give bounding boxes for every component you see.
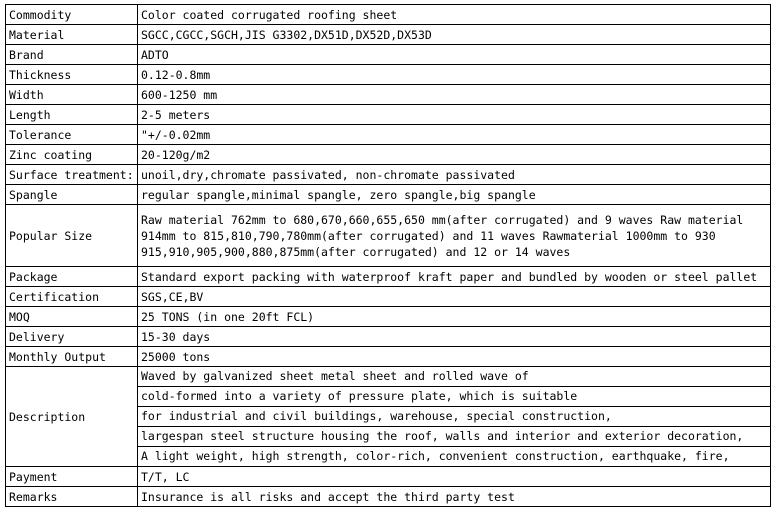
table-row — [6, 25, 771, 45]
table-row-popular-size — [6, 205, 771, 267]
table-row-description — [6, 367, 771, 467]
table-row — [6, 85, 771, 105]
row-label: Commodity — [6, 5, 138, 25]
description-line: for industrial and civil buildings, warehouse, special construction, — [138, 407, 770, 427]
row-value: SGCC,CGCC,SGCH,JIS G3302,DX51D,DX52D,DX53D — [138, 25, 771, 45]
row-value: unoil,dry,chromate passivated, non-chromate passivated — [138, 165, 771, 185]
row-value: Color coated corrugated roofing sheet — [138, 5, 771, 25]
row-value: 2-5 meters — [138, 105, 771, 125]
row-value: 25 TONS (in one 20ft FCL) — [138, 307, 771, 327]
row-value: SGS,CE,BV — [138, 287, 771, 307]
row-value: T/T, LC — [138, 467, 771, 487]
row-value: 0.12-0.8mm — [138, 65, 771, 85]
row-label: Popular Size — [6, 205, 138, 267]
description-lines — [141, 367, 767, 466]
row-value: 600-1250 mm — [138, 85, 771, 105]
row-value: "+/-0.02mm — [138, 125, 771, 145]
row-label: Payment — [6, 467, 138, 487]
row-value: 20-120g/m2 — [138, 145, 771, 165]
row-label: Thickness — [6, 65, 138, 85]
table-row — [6, 105, 771, 125]
table-row — [6, 267, 771, 287]
row-label: Monthly Output — [6, 347, 138, 367]
row-label: Spangle — [6, 185, 138, 205]
table-row — [6, 45, 771, 65]
table-row — [6, 65, 771, 85]
table-row — [6, 287, 771, 307]
row-label: Remarks — [6, 487, 138, 507]
row-label: Zinc coating — [6, 145, 138, 165]
table-row — [6, 467, 771, 487]
table-row — [6, 347, 771, 367]
table-row — [6, 185, 771, 205]
row-value: 15-30 days — [138, 327, 771, 347]
row-label: Certification — [6, 287, 138, 307]
row-value: Raw material 762mm to 680,670,660,655,650 mm(after corrugated) and 9 waves Raw material 914mm to 815,810,790,780mm(after corrugated) and 11 waves Rawmaterial 1000mm to 930 915,910,905,900,880,875mm(after corrugated) and 12 or 14 waves — [138, 205, 771, 267]
row-value — [138, 367, 771, 467]
table-row — [6, 165, 771, 185]
row-label: Tolerance — [6, 125, 138, 145]
row-value: Standard export packing with waterproof kraft paper and bundled by wooden or steel pallet — [138, 267, 771, 287]
row-value: 25000 tons — [138, 347, 771, 367]
row-label: Surface treatment: — [6, 165, 138, 185]
row-label: Delivery — [6, 327, 138, 347]
table-row — [6, 307, 771, 327]
table-row — [6, 125, 771, 145]
product-spec-table — [5, 4, 771, 507]
description-line: cold-formed into a variety of pressure plate, which is suitable — [138, 387, 770, 407]
description-line: A light weight, high strength, color-rich, convenient construction, earthquake, fire, — [141, 449, 730, 463]
table-row — [6, 5, 771, 25]
row-label: Brand — [6, 45, 138, 65]
row-value: regular spangle,minimal spangle, zero spangle,big spangle — [138, 185, 771, 205]
row-label: MOQ — [6, 307, 138, 327]
row-label: Length — [6, 105, 138, 125]
table-row — [6, 487, 771, 507]
row-label: Description — [6, 367, 138, 467]
table-row — [6, 327, 771, 347]
row-value: Insurance is all risks and accept the third party test — [138, 487, 771, 507]
row-label: Material — [6, 25, 138, 45]
table-row — [6, 145, 771, 165]
description-line: Waved by galvanized sheet metal sheet and rolled wave of — [138, 367, 770, 387]
row-value: ADTO — [138, 45, 771, 65]
row-label: Width — [6, 85, 138, 105]
row-label: Package — [6, 267, 138, 287]
description-line: largespan steel structure housing the roof, walls and interior and exterior decoration, — [138, 427, 770, 447]
